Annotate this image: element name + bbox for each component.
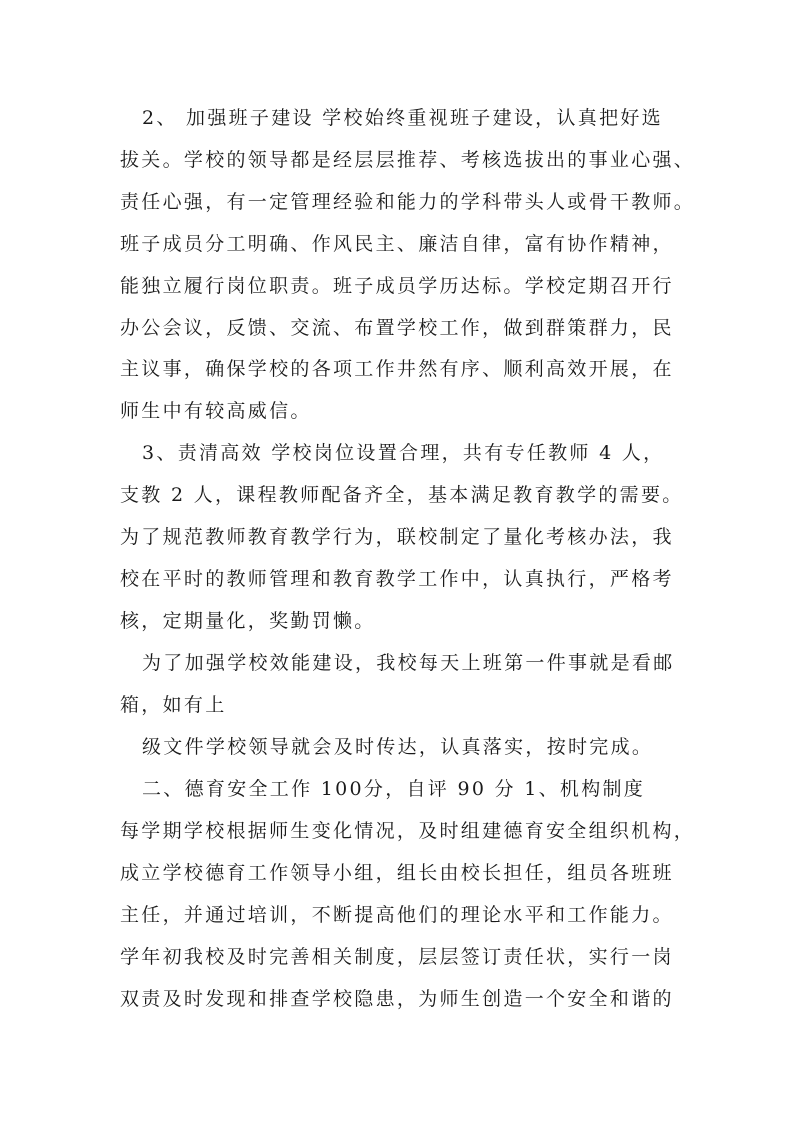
- text-line: 班子成员分工明确、作风民主、廉洁自律，富有协作精神，: [120, 233, 674, 255]
- text-line: 每学期学校根据师生变化情况，及时组建德育安全组织机构，: [120, 820, 696, 842]
- text-line: 2、 加强班子建设 学校始终重视班子建设，认真把好选: [142, 107, 663, 129]
- text-line: 为了规范教师教育教学行为，联校制定了量化考核办法，我: [120, 526, 674, 548]
- text-line: 校在平时的教师管理和教育教学工作中，认真执行，严格考: [120, 568, 674, 590]
- text-line: 能独立履行岗位职责。班子成员学历达标。学校定期召开行: [120, 275, 674, 297]
- text-line: 箱，如有上: [120, 694, 227, 716]
- text-line: 责任心强，有一定管理经验和能力的学科带头人或骨干教师。: [120, 191, 696, 213]
- text-line: 双责及时发现和排查学校隐患，为师生创造一个安全和谐的: [120, 988, 674, 1010]
- text-line: 成立学校德育工作领导小组，组长由校长担任，组员各班班: [120, 862, 674, 884]
- text-line: 核，定期量化，奖勤罚懒。: [120, 610, 376, 632]
- text-line: 3、责清高效 学校岗位设置合理，共有专任教师 4 人，: [142, 442, 665, 464]
- text-line: 级文件学校领导就会及时传达，认真落实，按时完成。: [142, 736, 654, 758]
- text-line: 学年初我校及时完善相关制度，层层签订责任状，实行一岗: [120, 946, 674, 968]
- text-line: 办公会议，反馈、交流、布置学校工作，做到群策群力，民: [120, 317, 674, 339]
- text-line: 支教 2 人，课程教师配备齐全，基本满足教育教学的需要。: [120, 484, 684, 506]
- text-line: 主议事，确保学校的各项工作井然有序、顺利高效开展，在: [120, 358, 674, 380]
- text-line: 为了加强学校效能建设，我校每天上班第一件事就是看邮: [142, 652, 675, 674]
- text-line: 拔关。学校的领导都是经层层推荐、考核选拔出的事业心强、: [120, 149, 696, 171]
- text-line: 师生中有较高威信。: [120, 400, 312, 422]
- text-line: 主任，并通过培训，不断提高他们的理论水平和工作能力。: [120, 904, 674, 926]
- text-line: 二、德育安全工作 100分，自评 90 分 1、机构制度: [142, 778, 646, 800]
